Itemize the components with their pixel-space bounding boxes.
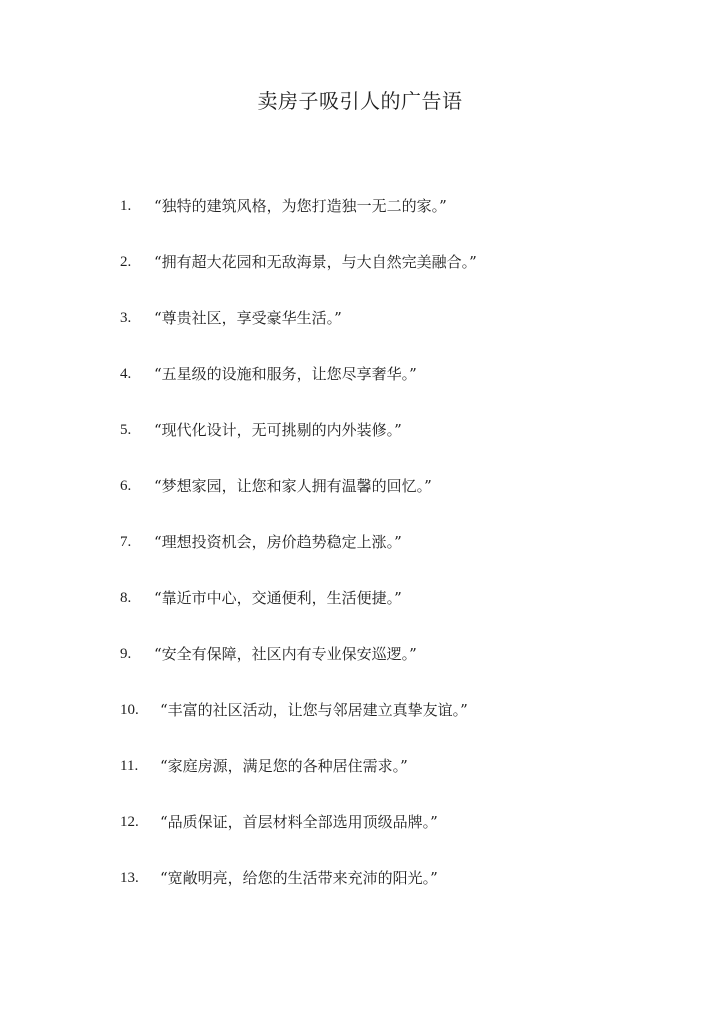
item-text: “家庭房源，满足您的各种居住需求。” xyxy=(160,757,408,775)
item-text: “安全有保障，社区内有专业保安巡逻。” xyxy=(154,645,417,663)
item-text: “宽敞明亮，给您的生活带来充沛的阳光。” xyxy=(160,869,438,887)
item-number: 11. xyxy=(120,758,139,774)
item-text: “丰富的社区活动，让您与邻居建立真挚友谊。” xyxy=(160,701,468,719)
item-text: “靠近市中心，交通便利，生活便捷。” xyxy=(154,589,402,607)
item-text: “尊贵社区，享受豪华生活。” xyxy=(154,309,342,327)
item-number: 2. xyxy=(120,254,132,270)
item-number: 9. xyxy=(120,646,132,662)
item-number: 7. xyxy=(120,534,132,550)
list-item xyxy=(120,808,477,864)
item-text: “品质保证，首层材料全部选用顶级品牌。” xyxy=(160,813,438,831)
item-number: 5. xyxy=(120,422,132,438)
item-text: “梦想家园，让您和家人拥有温馨的回忆。” xyxy=(154,477,432,495)
list-item xyxy=(120,584,477,640)
item-text: “独特的建筑风格，为您打造独一无二的家。” xyxy=(154,197,447,215)
list-item xyxy=(120,752,477,808)
list-item xyxy=(120,696,477,752)
list-item xyxy=(120,528,477,584)
list-item xyxy=(120,304,477,360)
list-item xyxy=(120,360,477,416)
list-item xyxy=(120,864,477,920)
item-number: 4. xyxy=(120,366,132,382)
item-number: 6. xyxy=(120,478,132,494)
item-number: 8. xyxy=(120,590,132,606)
item-number: 1. xyxy=(120,198,132,214)
list-item xyxy=(120,248,477,304)
item-number: 3. xyxy=(120,310,132,326)
slogan-list xyxy=(120,192,477,920)
item-text: “现代化设计，无可挑剔的内外装修。” xyxy=(154,421,402,439)
item-text: “五星级的设施和服务，让您尽享奢华。” xyxy=(154,365,417,383)
item-text: “拥有超大花园和无敌海景，与大自然完美融合。” xyxy=(154,253,477,271)
list-item xyxy=(120,192,477,248)
item-number: 13. xyxy=(120,870,139,886)
item-number: 12. xyxy=(120,814,139,830)
list-item xyxy=(120,640,477,696)
list-item xyxy=(120,416,477,472)
item-text: “理想投资机会，房价趋势稳定上涨。” xyxy=(154,533,402,551)
list-item xyxy=(120,472,477,528)
item-number: 10. xyxy=(120,702,139,718)
document-title: 卖房子吸引人的广告语 xyxy=(257,89,463,113)
